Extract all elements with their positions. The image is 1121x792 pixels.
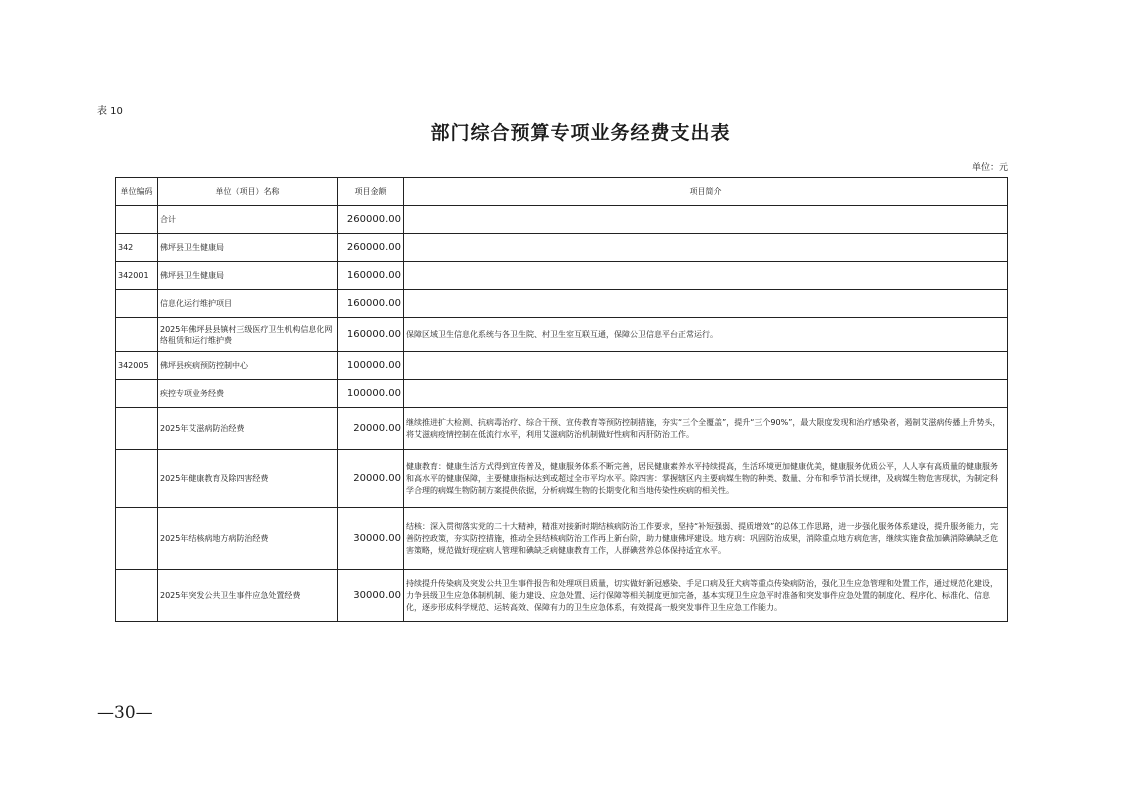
row-amount: 100000.00 [338, 352, 404, 380]
table-row [116, 290, 1008, 318]
row-amount: 160000.00 [338, 318, 404, 352]
row-amount: 100000.00 [338, 380, 404, 408]
row-code [116, 318, 158, 352]
row-amount: 160000.00 [338, 290, 404, 318]
table-row [116, 234, 1008, 262]
table-row [116, 508, 1008, 570]
row-name: 佛坪县卫生健康局 [158, 234, 338, 262]
row-code [116, 508, 158, 570]
row-desc [404, 352, 1008, 380]
table-row [116, 570, 1008, 622]
row-code: 342 [116, 234, 158, 262]
row-desc: 健康教育：健康生活方式得到宣传普及，健康服务体系不断完善，居民健康素养水平持续提高，生活环境更加健康优美，健康服务优质公平，人人享有高质量的健康服务和高水平的健康保障，主要健康指标达到或超过全市平均水平。除四害：掌握辖区内主要病媒生物的种类、数量、分布和季节消长规律，及病媒生物危害现状，为制定科学合理的病媒生物防制方案提供依据，分析病媒生物的长期变化和当地传染性疾病的相关性。 [404, 450, 1008, 508]
row-amount: 20000.00 [338, 450, 404, 508]
row-name: 2025年艾滋病防治经费 [158, 408, 338, 450]
table-row [116, 206, 1008, 234]
row-name: 2025年佛坪县县镇村三级医疗卫生机构信息化网络租赁和运行维护费 [158, 318, 338, 352]
row-code: 342001 [116, 262, 158, 290]
row-desc [404, 206, 1008, 234]
column-header-code: 单位编码 [116, 178, 158, 206]
budget-table [115, 177, 1008, 622]
row-amount: 160000.00 [338, 262, 404, 290]
row-desc [404, 262, 1008, 290]
row-name: 2025年突发公共卫生事件应急处置经费 [158, 570, 338, 622]
column-header-desc: 项目简介 [404, 178, 1008, 206]
row-amount: 260000.00 [338, 234, 404, 262]
row-amount: 260000.00 [338, 206, 404, 234]
row-name: 佛坪县卫生健康局 [158, 262, 338, 290]
table-row [116, 262, 1008, 290]
row-code [116, 380, 158, 408]
page-title: 部门综合预算专项业务经费支出表 [430, 122, 731, 144]
row-code [116, 570, 158, 622]
row-desc: 持续提升传染病及突发公共卫生事件报告和处理项目质量，切实做好新冠感染、手足口病及狂犬病等重点传染病防治，强化卫生应急管理和处置工作，通过规范化建设，力争县级卫生应急体制机制、能力建设、应急处置、运行保障等相关制度更加完备，基本实现卫生应急平时准备和突发事件应急处置的制度化、程序化、标准化、信息化，逐步形成科学规范、运转高效、保障有力的卫生应急体系，有效提高一般突发事件卫生应急工作能力。 [404, 570, 1008, 622]
table-header-row [116, 178, 1008, 206]
table-row [116, 450, 1008, 508]
column-header-name: 单位（项目）名称 [158, 178, 338, 206]
row-name: 佛坪县疾病预防控制中心 [158, 352, 338, 380]
row-desc: 继续推进扩大检测、抗病毒治疗、综合干预、宣传教育等预防控制措施，夯实“三个全覆盖”，提升“三个90%”，最大限度发现和治疗感染者，遏制艾滋病传播上升势头，将艾滋病疫情控制在低流行水平，利用艾滋病防治机制做好性病和丙肝防治工作。 [404, 408, 1008, 450]
row-desc [404, 380, 1008, 408]
row-code [116, 206, 158, 234]
row-desc: 保障区域卫生信息化系统与各卫生院、村卫生室互联互通，保障公卫信息平台正常运行。 [404, 318, 1008, 352]
row-code [116, 450, 158, 508]
row-code [116, 408, 158, 450]
row-amount: 20000.00 [338, 408, 404, 450]
row-name: 疾控专项业务经费 [158, 380, 338, 408]
table-row [116, 380, 1008, 408]
row-code: 342005 [116, 352, 158, 380]
page-number: —30— [97, 703, 153, 723]
row-name: 2025年结核病地方病防治经费 [158, 508, 338, 570]
column-header-amount: 项目金额 [338, 178, 404, 206]
table-number: 表 10 [97, 106, 123, 117]
row-name: 合计 [158, 206, 338, 234]
table-row [116, 352, 1008, 380]
row-name: 2025年健康教育及除四害经费 [158, 450, 338, 508]
row-code [116, 290, 158, 318]
row-amount: 30000.00 [338, 508, 404, 570]
row-desc [404, 234, 1008, 262]
row-desc [404, 290, 1008, 318]
row-amount: 30000.00 [338, 570, 404, 622]
table-row [116, 318, 1008, 352]
row-name: 信息化运行维护项目 [158, 290, 338, 318]
table-row [116, 408, 1008, 450]
row-desc: 结核：深入贯彻落实党的二十大精神，精准对接新时期结核病防治工作要求，坚持“补短强弱、提质增效”的总体工作思路，进一步强化服务体系建设，提升服务能力，完善防控政策，夯实防控措施，推动全县结核病防治工作再上新台阶，助力健康佛坪建设。地方病：巩固防治成果，消除重点地方病危害，继续实施食盐加碘消除碘缺乏危害策略，规范做好现症病人管理和碘缺乏病健康教育工作，人群碘营养总体保持适宜水平。 [404, 508, 1008, 570]
unit-label: 单位：元 [972, 163, 1009, 173]
